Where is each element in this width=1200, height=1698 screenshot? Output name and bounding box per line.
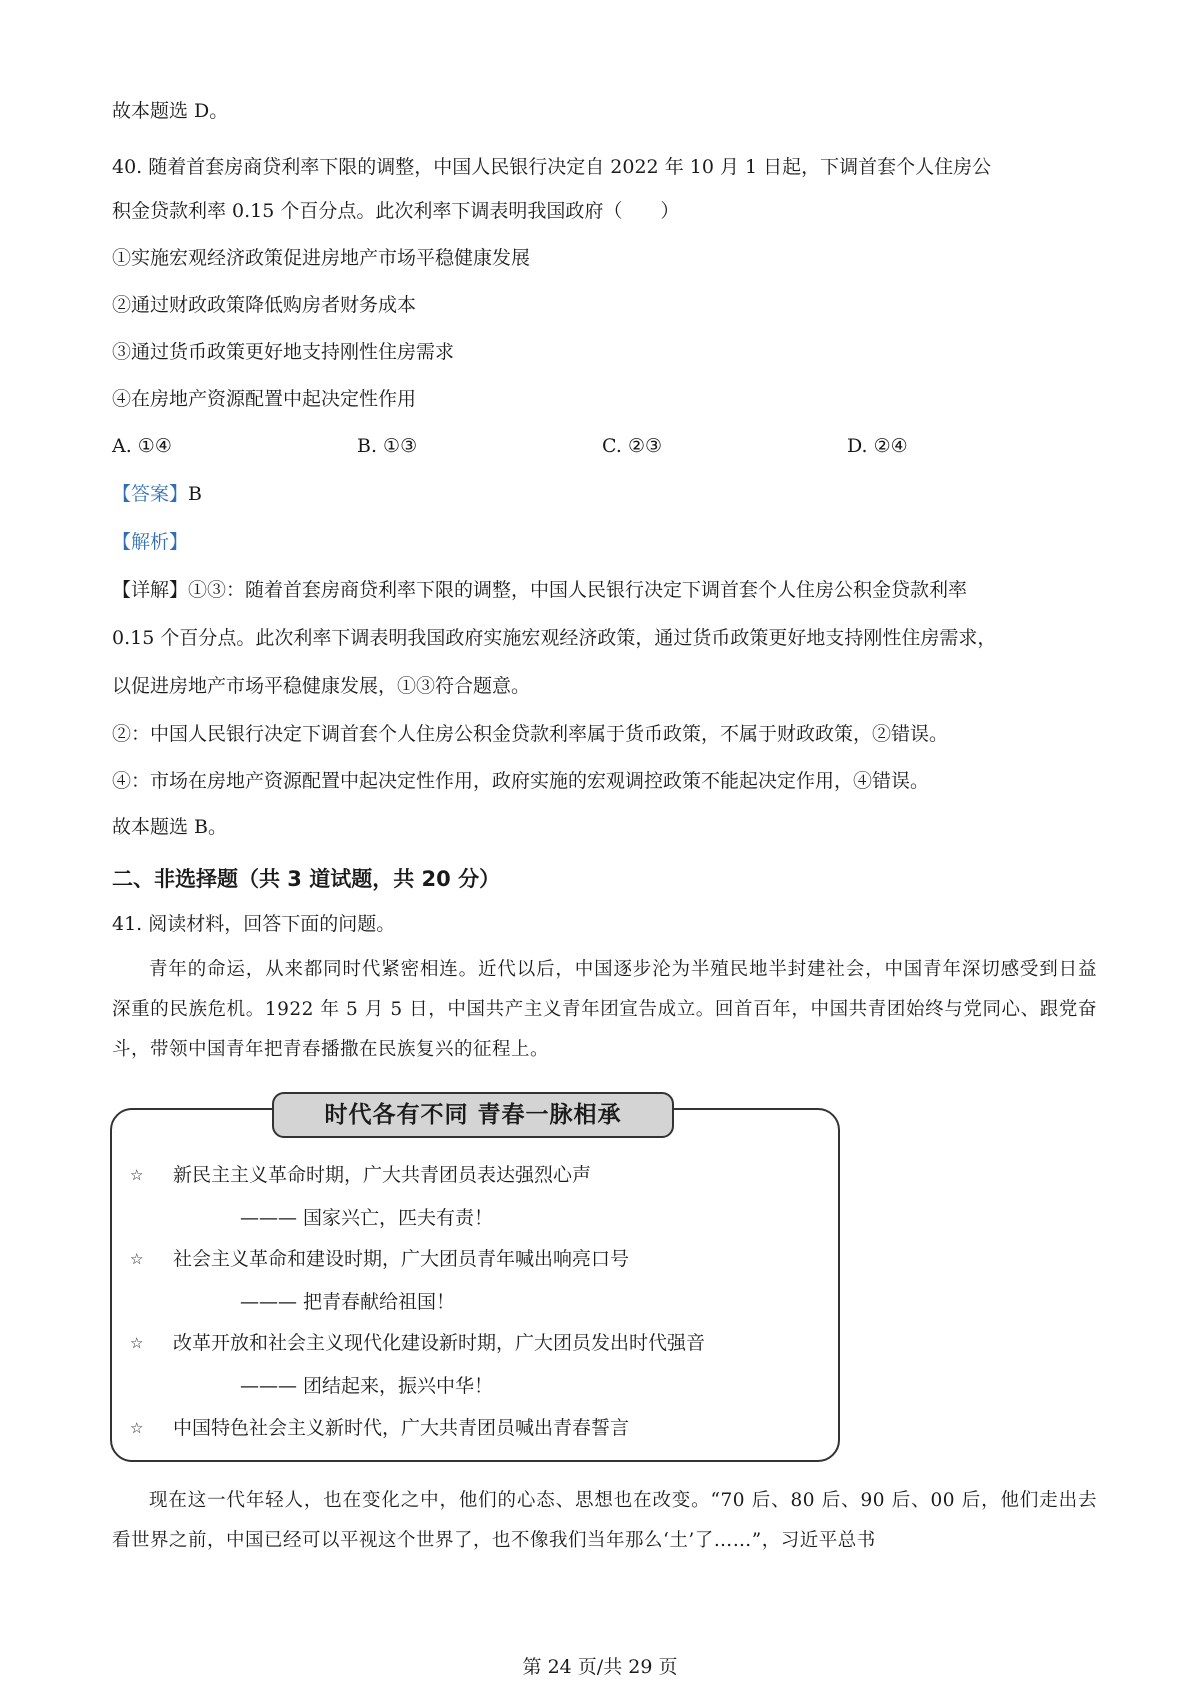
material-box xyxy=(110,1108,840,1462)
statement-4: ④在房地产资源配置中起决定性作用 xyxy=(112,388,417,410)
box-item-3: 改革开放和社会主义现代化建设新时期，广大团员发出时代强音 xyxy=(173,1332,706,1354)
material-paragraph-1: 青年的命运，从来都同时代紧密相连。近代以后，中国逐步沦为半殖民地半封建社会，中国青年深切感受到日益深重的民族危机。1922 年 5 月 5 日，中国共产主义青年团宣告成立。回首百年，中国共青团始终与党同心、跟党奋斗，带领中国青年把青春播撒在民族复兴的征程上。 xyxy=(112,959,1097,1060)
analysis-label: 【解析】 xyxy=(112,531,189,553)
material-box-title: 时代各有不同 青春一脉相承 xyxy=(272,1092,674,1138)
statement-2: ②通过财政政策降低购房者财务成本 xyxy=(112,294,417,316)
previous-answer-line: 故本题选 D。 xyxy=(112,100,229,122)
box-item-2: 社会主义革命和建设时期，广大团员青年喊出响亮口号 xyxy=(173,1248,630,1270)
section-heading: 二、非选择题（共 3 道试题，共 20 分） xyxy=(112,867,501,891)
box-slogan-3: ——— 团结起来，振兴中华！ xyxy=(240,1375,494,1397)
star-icon: ☆ xyxy=(130,1250,144,1268)
detail-line-5: ④：市场在房地产资源配置中起决定性作用，政府实施的宏观调控政策不能起决定作用，④错误。 xyxy=(112,770,930,792)
statement-3: ③通过货币政策更好地支持刚性住房需求 xyxy=(112,341,455,363)
option-b: B. ①③ xyxy=(357,435,418,457)
material-paragraph-2: 现在这一代年轻人，也在变化之中，他们的心态、思想也在改变。“70 后、80 后、90 后、00 后，他们走出去看世界之前，中国已经可以平视这个世界了，也不像我们当年那么‘土’了……”，习近平总书 xyxy=(112,1490,1097,1551)
box-item-1: 新民主主义革命时期，广大共青团员表达强烈心声 xyxy=(173,1164,592,1186)
detail-line-4: ②：中国人民银行决定下调首套个人住房公积金贷款利率属于货币政策，不属于财政政策，②错误。 xyxy=(112,723,949,745)
box-item-4: 中国特色社会主义新时代，广大共青团员喊出青春誓言 xyxy=(173,1417,630,1439)
star-icon: ☆ xyxy=(130,1419,144,1437)
question-40-stem-line-1: 40. 随着首套房商贷利率下限的调整，中国人民银行决定自 2022 年 10 月 1 日起，下调首套个人住房公 xyxy=(112,156,992,178)
star-icon: ☆ xyxy=(130,1166,144,1184)
box-slogan-2: ——— 把青春献给祖国！ xyxy=(240,1291,456,1313)
question-40-stem-line-2: 积金贷款利率 0.15 个百分点。此次利率下调表明我国政府（ ） xyxy=(112,200,680,222)
detail-label: 【详解】 xyxy=(112,579,189,601)
detail-line-6: 故本题选 B。 xyxy=(112,816,228,838)
answer-line xyxy=(112,482,202,506)
option-a: A. ①④ xyxy=(112,435,172,457)
answer-label: 【答案】 xyxy=(112,483,189,505)
option-d: D. ②④ xyxy=(847,435,908,457)
detail-text-1: ①③：随着首套房商贷利率下限的调整，中国人民银行决定下调首套个人住房公积金贷款利率 xyxy=(188,579,968,601)
option-c: C. ②③ xyxy=(602,435,663,457)
answer-value: B xyxy=(188,483,202,505)
question-41-stem: 41. 阅读材料，回答下面的问题。 xyxy=(112,913,396,935)
detail-line-2: 0.15 个百分点。此次利率下调表明我国政府实施宏观经济政策，通过货币政策更好地支持刚性住房需求， xyxy=(112,627,997,649)
detail-line-3: 以促进房地产市场平稳健康发展，①③符合题意。 xyxy=(112,675,531,697)
statement-1: ①实施宏观经济政策促进房地产市场平稳健康发展 xyxy=(112,247,531,269)
star-icon: ☆ xyxy=(130,1334,144,1352)
page-footer: 第 24 页/共 29 页 xyxy=(522,1656,678,1678)
box-slogan-1: ——— 国家兴亡，匹夫有责！ xyxy=(240,1207,494,1229)
detail-line-1 xyxy=(112,578,967,602)
